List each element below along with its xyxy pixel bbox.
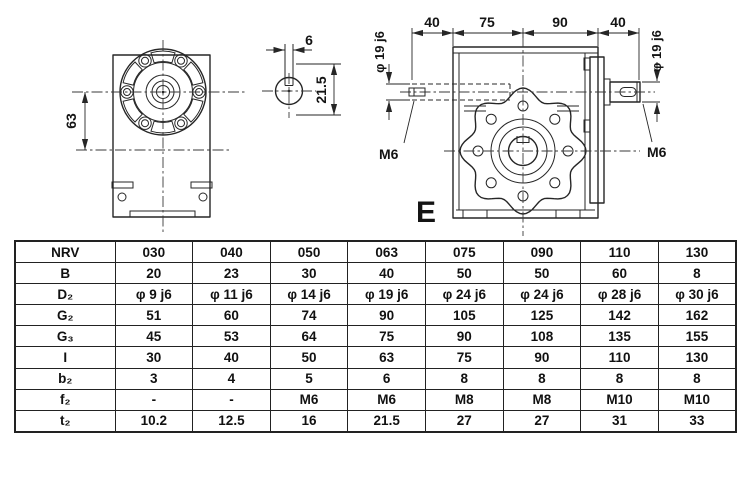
keyway-width-dim: 6	[305, 32, 313, 48]
table-cell: 12.5	[193, 410, 271, 432]
table-cell: 110	[581, 347, 659, 368]
table-row	[15, 368, 736, 389]
table-cell: 60	[193, 305, 271, 326]
row-label: t₂	[15, 410, 115, 432]
table-cell: 10.2	[115, 410, 193, 432]
bolt-hole	[550, 114, 560, 124]
column-header: 110	[581, 241, 659, 263]
table-cell: 130	[658, 347, 736, 368]
front-height-dim: 63	[63, 113, 79, 129]
table-row	[15, 389, 736, 410]
flange-web-slot	[184, 62, 203, 85]
bolt-hole	[139, 117, 151, 129]
column-header: 050	[270, 241, 348, 263]
table-cell: 27	[426, 410, 504, 432]
table-cell: 142	[581, 305, 659, 326]
tap-label-left: M6	[379, 146, 399, 162]
bolt-hole	[175, 117, 187, 129]
row-label: G₂	[15, 305, 115, 326]
table-cell: 90	[426, 326, 504, 347]
table-row	[15, 326, 736, 347]
table-row	[15, 263, 736, 284]
flange-web-slot	[123, 62, 142, 85]
table-cell: 33	[658, 410, 736, 432]
table-cell: φ 11 j6	[193, 284, 271, 305]
table-cell: 8	[658, 263, 736, 284]
table-cell: 155	[658, 326, 736, 347]
table-row	[15, 305, 736, 326]
column-header: 075	[426, 241, 504, 263]
table-cell: M6	[348, 389, 426, 410]
shaft-section-detail	[262, 32, 341, 118]
table-cell: φ 19 j6	[348, 284, 426, 305]
table-cell: 23	[193, 263, 271, 284]
table-cell: 4	[193, 368, 271, 389]
table-cell: 75	[348, 326, 426, 347]
table-cell: 63	[348, 347, 426, 368]
bolt-hole	[550, 178, 560, 188]
bolt-hole	[178, 57, 185, 64]
row-label: D₂	[15, 284, 115, 305]
table-cell: 45	[115, 326, 193, 347]
table-cell: 21.5	[348, 410, 426, 432]
table-cell: 16	[270, 410, 348, 432]
table-cell: 30	[115, 347, 193, 368]
table-cell: 135	[581, 326, 659, 347]
side-dim-40-right: 40	[610, 14, 626, 30]
table-cell: 3	[115, 368, 193, 389]
table-cell: 8	[658, 368, 736, 389]
table-cell: 51	[115, 305, 193, 326]
table-cell: 90	[503, 347, 581, 368]
table-cell: 40	[348, 263, 426, 284]
table-cell: 105	[426, 305, 504, 326]
table-cell: φ 24 j6	[426, 284, 504, 305]
gearbox-drawings	[0, 0, 750, 238]
side-view-drawing	[372, 14, 667, 236]
table-cell: 60	[581, 263, 659, 284]
view-label-E: E	[416, 196, 437, 229]
table-cell: 162	[658, 305, 736, 326]
bolt-hole	[139, 55, 151, 67]
table-cell: 27	[503, 410, 581, 432]
bolt-hole	[175, 55, 187, 67]
table-cell: 108	[503, 326, 581, 347]
table-row	[15, 347, 736, 368]
table-cell: 64	[270, 326, 348, 347]
row-label: b₂	[15, 368, 115, 389]
row-label: I	[15, 347, 115, 368]
table-cell: φ 24 j6	[503, 284, 581, 305]
row-label: G₃	[15, 326, 115, 347]
input-shaft-dia-label: φ 19 j6	[372, 31, 387, 73]
table-row	[15, 410, 736, 432]
table-cell: 50	[503, 263, 581, 284]
table-cell: -	[193, 389, 271, 410]
table-cell: 125	[503, 305, 581, 326]
table-cell: 74	[270, 305, 348, 326]
column-header: 090	[503, 241, 581, 263]
table-cell: 8	[581, 368, 659, 389]
output-shaft-dia-label: φ 19 j6	[649, 30, 664, 72]
table-cell: φ 30 j6	[658, 284, 736, 305]
front-view-drawing	[63, 40, 247, 232]
bolt-hole	[178, 120, 185, 127]
column-header: 030	[115, 241, 193, 263]
table-corner-header: NRV	[15, 241, 115, 263]
table-cell: 20	[115, 263, 193, 284]
side-dim-40-left: 40	[424, 14, 440, 30]
table-cell: 75	[426, 347, 504, 368]
table-cell: 40	[193, 347, 271, 368]
table-cell: 50	[270, 347, 348, 368]
bolt-hole	[486, 114, 496, 124]
table-cell: 90	[348, 305, 426, 326]
bolt-hole	[486, 178, 496, 188]
side-dim-90: 90	[552, 14, 568, 30]
table-cell: φ 28 j6	[581, 284, 659, 305]
table-cell: 8	[503, 368, 581, 389]
table-header	[15, 241, 736, 263]
column-header: 040	[193, 241, 271, 263]
table-cell: -	[115, 389, 193, 410]
table-cell: φ 14 j6	[270, 284, 348, 305]
table-cell: M10	[658, 389, 736, 410]
dimension-table	[14, 240, 737, 433]
bolt-hole	[142, 120, 149, 127]
table-cell: 6	[348, 368, 426, 389]
keyway-depth-dim: 21.5	[313, 76, 329, 104]
table-cell: M8	[503, 389, 581, 410]
flange-web-slot	[123, 99, 142, 122]
side-dim-75: 75	[479, 14, 495, 30]
column-header: 063	[348, 241, 426, 263]
table-cell: 5	[270, 368, 348, 389]
bolt-hole	[142, 57, 149, 64]
table-cell: 8	[426, 368, 504, 389]
table-cell: 53	[193, 326, 271, 347]
row-label: f₂	[15, 389, 115, 410]
table-cell: M10	[581, 389, 659, 410]
table-cell: φ 9 j6	[115, 284, 193, 305]
flange-web-slot	[184, 99, 203, 122]
row-label: B	[15, 263, 115, 284]
table-cell: 50	[426, 263, 504, 284]
table-cell: M8	[426, 389, 504, 410]
tap-label-right: M6	[647, 144, 667, 160]
table-row	[15, 284, 736, 305]
table-cell: 31	[581, 410, 659, 432]
table-cell: M6	[270, 389, 348, 410]
table-cell: 30	[270, 263, 348, 284]
table-body	[15, 263, 736, 432]
column-header: 130	[658, 241, 736, 263]
